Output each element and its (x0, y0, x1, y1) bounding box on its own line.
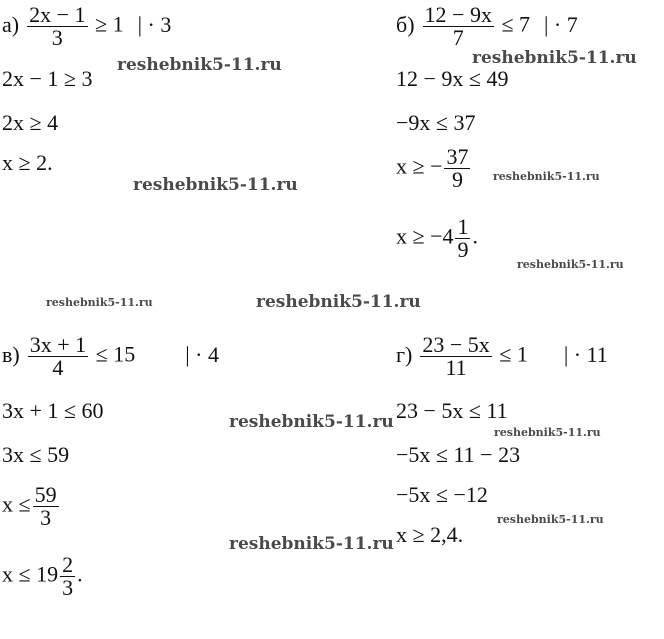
problem-b-step-2: −9x ≤ 37 (396, 110, 476, 135)
watermark: reshebnik5-11.ru (256, 292, 421, 312)
problem-g-step-4: x ≥ 2,4. (396, 522, 464, 547)
problem-g-step-2: −5x ≤ 11 − 23 (396, 442, 521, 467)
problem-v-step-2: 3x ≤ 59 (2, 442, 70, 467)
problem-a-step-3: x ≥ 2. (2, 150, 53, 175)
problem-v-step-4: x ≤ 19 $\frac{2}{3}$ . (2, 552, 83, 600)
problem-a-fraction: $\frac{2x - 1}{3}$ (29, 2, 86, 50)
problem-b-step-1: 12 − 9x ≤ 49 (396, 66, 509, 91)
watermark: reshebnik5-11.ru (493, 170, 600, 183)
watermark: reshebnik5-11.ru (117, 55, 282, 75)
problem-a-step-2: 2x ≥ 4 (2, 110, 59, 135)
problem-g-fraction: $\frac{23 - 5x}{11}$ (422, 332, 490, 380)
problem-g-step-1: 23 − 5x ≤ 11 (396, 398, 508, 423)
problem-b-header: б) $\frac{12 - 9x}{7}$ ≤ 7 | · 7 (396, 2, 578, 50)
problem-v-step-1: 3x + 1 ≤ 60 (2, 398, 104, 423)
watermark: reshebnik5-11.ru (133, 175, 298, 195)
problem-g-step-3: −5x ≤ −12 (396, 482, 488, 507)
problem-v-step-3: x ≤ $\frac{59}{3}$ (2, 482, 57, 530)
watermark: reshebnik5-11.ru (46, 296, 153, 309)
problem-v-fraction: $\frac{3x + 1}{4}$ (29, 332, 87, 380)
problem-b-fraction: $\frac{12 - 9x}{7}$ (424, 2, 492, 50)
problem-v-header: в) $\frac{3x + 1}{4}$ ≤ 15 | · 4 (2, 332, 219, 380)
problem-a-header: а) $\frac{2x - 1}{3}$ ≥ 1 | · 3 (2, 2, 172, 50)
watermark: reshebnik5-11.ru (494, 426, 601, 439)
problem-g-label: г) (396, 341, 413, 367)
problem-b-step-4: x ≥ −4 $\frac{1}{9}$ . (396, 214, 478, 262)
watermark: reshebnik5-11.ru (497, 513, 604, 526)
problem-b-label: б) (396, 11, 415, 37)
problem-a-label: а) (2, 11, 20, 37)
watermark: reshebnik5-11.ru (229, 412, 394, 432)
problem-a-step-1: 2x − 1 ≥ 3 (2, 66, 93, 91)
problem-g-header: г) $\frac{23 - 5x}{11}$ ≤ 1 | · 11 (396, 332, 608, 380)
problem-v-label: в) (2, 341, 20, 367)
watermark: reshebnik5-11.ru (472, 48, 637, 68)
watermark: reshebnik5-11.ru (229, 534, 394, 554)
problem-b-step-3: x ≥ − $\frac{37}{9}$ (396, 144, 469, 192)
watermark: reshebnik5-11.ru (517, 258, 624, 271)
